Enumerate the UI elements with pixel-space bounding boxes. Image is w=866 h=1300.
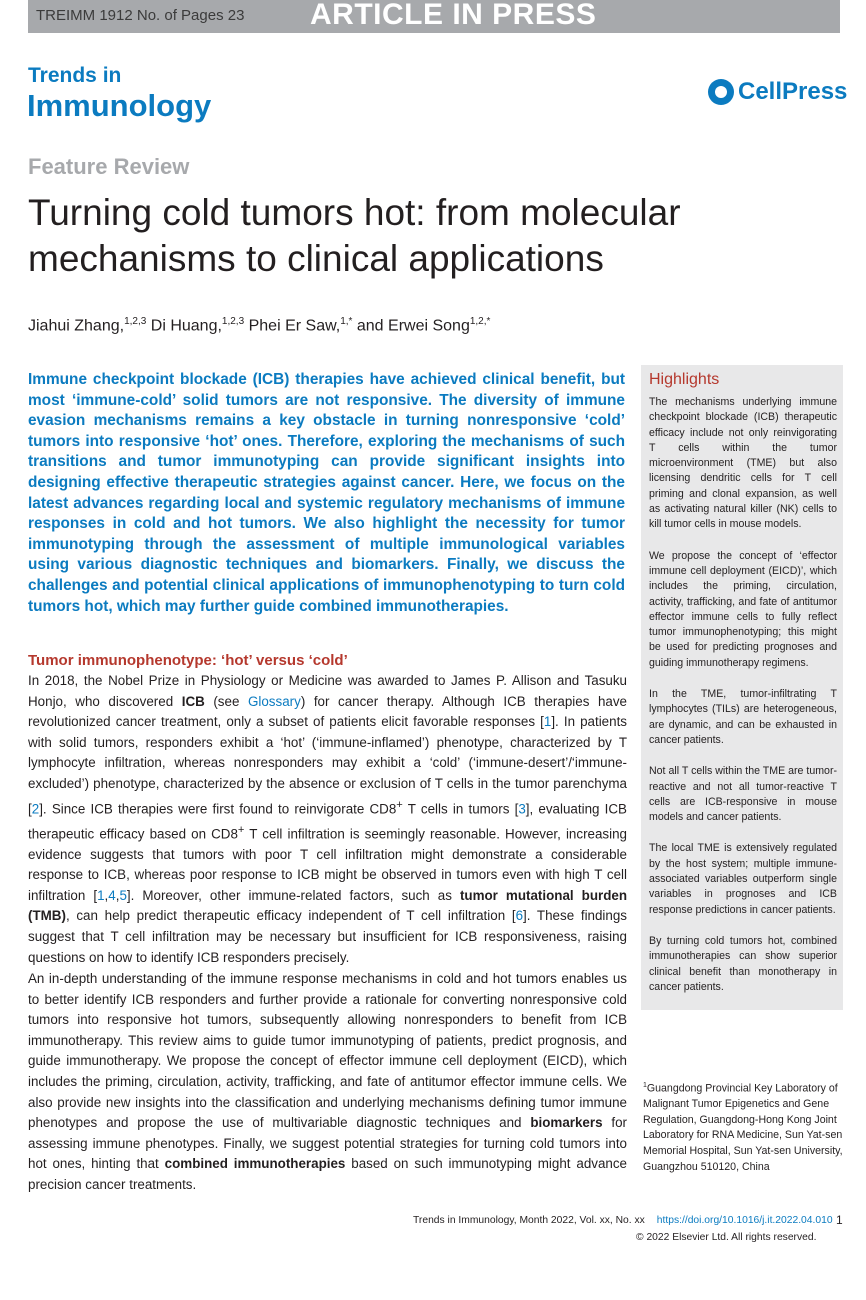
reference-link[interactable]: 3 xyxy=(518,801,526,817)
author-affiliation-mark: 1,2,3 xyxy=(124,316,147,327)
glossary-link[interactable]: Glossary xyxy=(247,693,301,709)
article-type: Feature Review xyxy=(28,154,190,179)
glossary-term: tumor mutational burden (TMB) xyxy=(28,887,628,924)
author-list xyxy=(28,316,490,335)
reference-link[interactable]: 2 xyxy=(31,801,40,817)
section-heading: Tumor immunophenotype: ‘hot’ versus ‘cold’ xyxy=(28,652,348,669)
author-affiliation-mark: 1,2,* xyxy=(469,316,491,327)
body-paragraph: In 2018, the Nobel Prize in Physiology or Medicine was awarded to James P. Allison and Tasuku Honjo, who discovered ICB (see Glossary) for cancer therapy. Although ICB therapies have revolutionized cancer treatment, only a subset of patients elicit favorable responses [1]. In patients with solid tumors, responders exhibit a ‘hot’ (‘immune-inflamed’) phenotype, characterized by T lymphocyte infiltration, whereas nonresponders may exhibit a ‘cold’ (‘immune-desert’/‘immune-excluded’) phenotype, characterized by the absence or exclusion of T cells in the tumor parenchyma [2]. Since ICB therapies were first found to reinvigorate CD8+ T cells in tumors [3], evaluating ICB therapeutic efficacy based on CD8+ T cell infiltration is seemingly reasonable. However, increasing evidence suggests that tumors with poor T cell infiltration might demonstrate a considerable response to ICB, whereas poor response to ICB might be observed in tumors even with high T cell infiltration [1,4,5]. Moreover, other immune-related factors, such as tumor mutational burden (TMB), can help predict therapeutic efficacy independent of T cell infiltration [6]. These findings suggest that T cell infiltration may be necessary but insufficient for ICB responsiveness, raising questions on how to identify ICB responders precisely. xyxy=(28,673,628,965)
glossary-term: ICB xyxy=(181,693,205,709)
affiliation: $^1$Guangdong Provincial Key Laboratory of Malignant Tumor Epigenetics and Gene Regulation, Guangdong-Hong Kong Joint Laboratory for RNA Medicine, Sun Yat-sen Memorial Hospital, Sun Yat-sen University, Guangzhou 510120, China xyxy=(643,1082,843,1173)
article-in-press-bar xyxy=(28,0,840,33)
author-affiliation-mark: 1,* xyxy=(340,316,353,327)
author-name: and Erwei Song xyxy=(352,317,470,335)
manuscript-id: TREIMM 1912 No. of Pages 23 xyxy=(36,7,245,24)
copyright: © 2022 Elsevier Ltd. All rights reserved. xyxy=(636,1232,817,1243)
abstract: Immune checkpoint blockade (ICB) therapies have achieved clinical benefit, but most ‘immune-cold’ solid tumors are not responsive. The diversity of immune evasion mechanisms remains a key obstacle in turning nonresponsive ‘cold’ tumors into responsive ‘hot’ ones. Therefore, exploring the mechanisms of such transitions and tumor immunotyping can provide significant insights into designing effective therapeutic strategies against cancer. Here, we focus on the latest advances regarding local and systemic regulatory mechanisms of immune responses in cold and hot tumors. We also highlight the necessity for tumor immunotyping through the assessment of multiple immunological variables using various diagnostic techniques and biomarkers. Finally, we discuss the challenges and potential clinical applications of immunophenotyping to turn cold tumors hot, which may further guide combined immunotherapies. xyxy=(28,371,625,615)
reference-link[interactable]: 1 xyxy=(543,714,552,730)
body-paragraph: An in-depth understanding of the immune response mechanisms in cold and hot tumors enables us to better identify ICB responders and further provide a rationale for converting nonresponsive cold tumors into responsive hot tumors, subsequently allowing nonresponders to benefit from ICB immunotherapy. This review aims to guide tumor immunotyping of patients, predict prognosis, and guide immunotherapy. We propose the concept of effector immune cell deployment (EICD), which includes the priming, circulation, activity, trafficking, and fate of antitumor effector immune cells. We also provide new insights into the classification and underlying mechanisms defining tumor immune phenotypes and propose the use of multivariable diagnostic techniques and biomarkers for assessing immune phenotypes. Finally, we suggest potential strategies for turning cold tumors into hot ones, hinting that combined immunotherapies based on such immunotyping might advance precision cancer treatments. xyxy=(28,971,628,1192)
highlight-item: The mechanisms underlying immune checkpoint blockade (ICB) therapeutic efficacy include not only reinvigorating T cells within the tumor microenvironment (TME) but also licensing dendritic cells for T cell priming and clonal expansion, as well as activating natural killer (NK) cells to kill tumor cells in mouse models. xyxy=(649,396,837,531)
highlight-item: Not all T cells within the TME are tumor-reactive and not all tumor-reactive T cells are ICB-responsive in mouse models and cancer patients. xyxy=(649,765,837,824)
highlights-box xyxy=(641,365,843,1010)
glossary-term: biomarkers xyxy=(530,1115,603,1131)
author-affiliation-mark: 1,2,3 xyxy=(221,316,245,327)
highlight-item: We propose the concept of ‘effector immune cell deployment (EICD)’, which includes the priming, circulation, activity, trafficking, and fate of antitumor effector immune cells to fully reflect tumor immunophenotyping; this might be used for predicting prognoses and guiding immunotherapy regimens. xyxy=(649,549,837,669)
highlight-item: In the TME, tumor-infiltrating T lymphocytes (TILs) are heterogeneous, are dynamic, and can be exhausted in cancer patients. xyxy=(649,688,837,746)
glossary-term: combined immunotherapies xyxy=(164,1156,346,1172)
page-number: 1 xyxy=(836,1213,843,1227)
reference-link[interactable]: 4 xyxy=(108,887,116,903)
author-name: Phei Er Saw, xyxy=(244,317,341,335)
affiliation-mark: 1 xyxy=(643,1082,647,1089)
highlight-item: By turning cold tumors hot, combined immunotherapies can show superior clinical benefit than monotherapy in cancer patients. xyxy=(649,934,837,993)
highlights-heading: Highlights xyxy=(649,371,720,388)
reference-link[interactable]: 5 xyxy=(119,887,127,903)
journal-citation: Trends in Immunology, Month 2022, Vol. xx, No. xx xyxy=(413,1215,645,1226)
journal-name-line2: Immunology xyxy=(27,88,212,123)
author-name: Jiahui Zhang, xyxy=(28,317,125,335)
highlight-item: The local TME is extensively regulated by the host system; multiple immune-associated variables outperform single variables in prognoses and ICB response predictions in cancer patients. xyxy=(649,842,837,916)
publisher-name: CellPress xyxy=(738,78,848,105)
reference-link[interactable]: 6 xyxy=(515,908,524,924)
article-title: Turning cold tumors hot: from molecular mechanisms to clinical applications xyxy=(28,192,681,279)
journal-name-line1: Trends in xyxy=(28,64,122,87)
cellpress-mark-icon xyxy=(708,79,734,105)
author-name: Di Huang, xyxy=(146,317,222,335)
article-status: ARTICLE IN PRESS xyxy=(310,0,597,31)
doi-link[interactable]: https://doi.org/10.1016/j.it.2022.04.010 xyxy=(656,1215,833,1226)
reference-link[interactable]: 1 xyxy=(97,887,105,903)
footer-citation xyxy=(413,1215,833,1226)
